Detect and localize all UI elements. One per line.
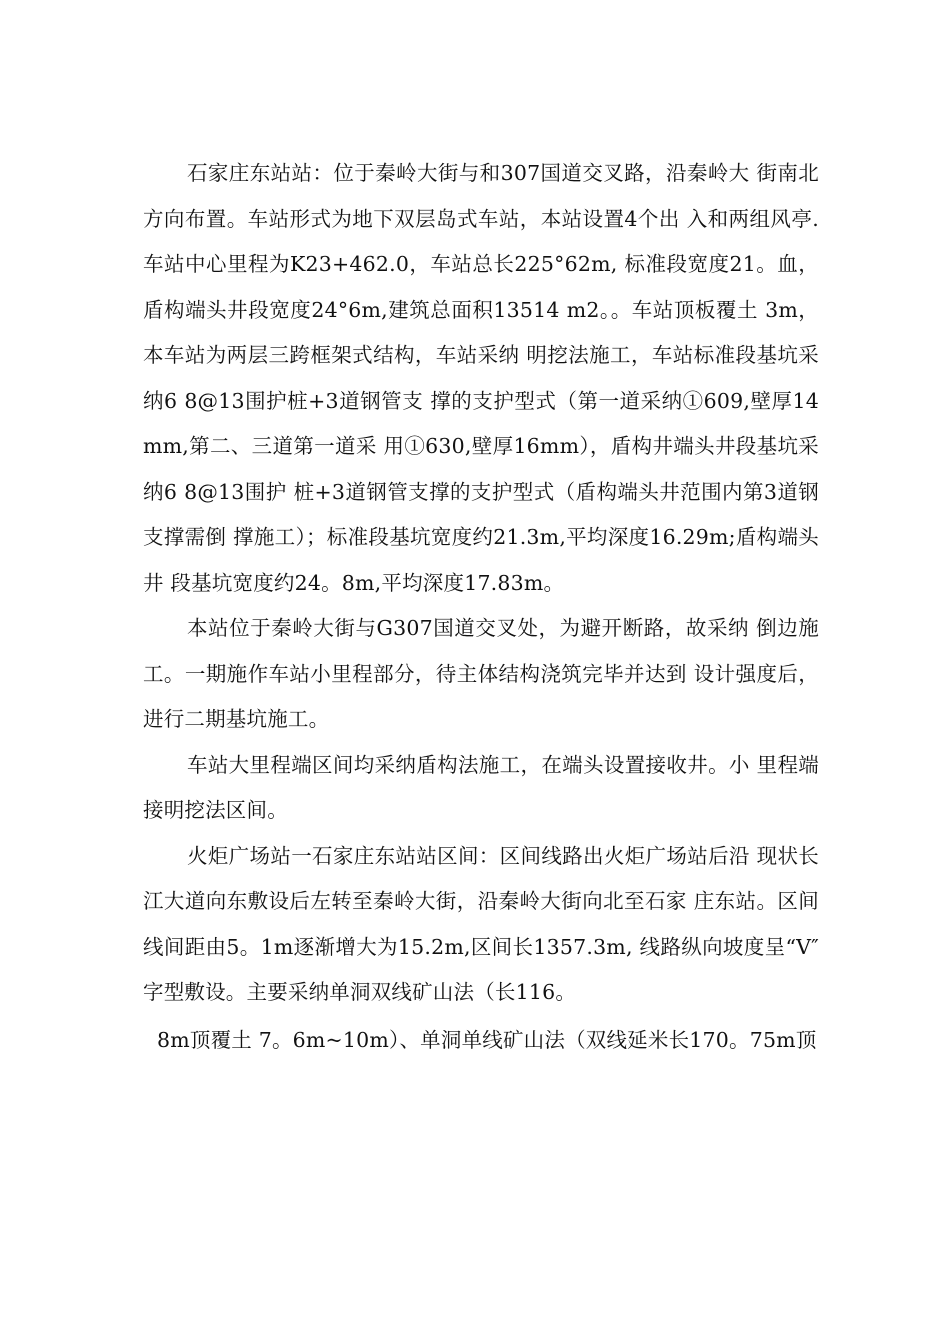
paragraph-construction-phasing: 本站位于秦岭大街与G307国道交叉处，为避开断路，故采纳 倒边施工。一期施作车站小里程部分，待主体结构浇筑完毕并达到 设计强度后，进行二期基坑施工。	[143, 616, 819, 731]
paragraph-station-overview: 石家庄东站站：位于秦岭大街与和307国道交叉路，沿秦岭大 街南北方向布置。车站形式为地下双层岛式车站，本站设置4个出 入和两组风亭.车站中心里程为K23+462.0，车站总长225°62m, 标准段宽度21。血，盾构端头井段宽度24°6m,建筑总面积13514 m2。。车站顶板覆土 3m，本车站为两层三跨框架式结构，车站采纳 明挖法施工，车站标准段基坑采纳6 8@13围护桩+3道钢管支 撑的支护型式（第一道采纳①609,壁厚14mm,第二、三道第一道采 用①630,壁厚16mm），盾构井端头井段基坑采纳6 8@13围护 桩+3道钢管支撑的支护型式（盾构端头井范围内第3道钢支撑需倒 撑施工）；标准段基坑宽度约21.3m,平均深度16.29m;盾构端头井 段基坑宽度约24。8m,平均深度17.83m。	[143, 161, 819, 595]
paragraph-shield-tunnel: 车站大里程端区间均采纳盾构法施工，在端头设置接收井。小 里程端接明挖法区间。	[143, 752, 819, 822]
document-body	[143, 151, 819, 1063]
paragraph-section-route: 火炬广场站一石家庄东站站区间：区间线路出火炬广场站后沿 现状长江大道向东敷设后左转至秦岭大街，沿秦岭大街向北至石家 庄东站。区间线间距由5。1m逐渐增大为15.2m,区间长1357.3m, 线路纵向坡度呈“V″字型敷设。主要采纳单洞双线矿山法（长116。	[143, 843, 819, 1004]
paragraph-continuation: 8m顶覆土 7。6m~10m）、单洞单线矿山法（双线延米长170。75m顶	[157, 1027, 817, 1052]
